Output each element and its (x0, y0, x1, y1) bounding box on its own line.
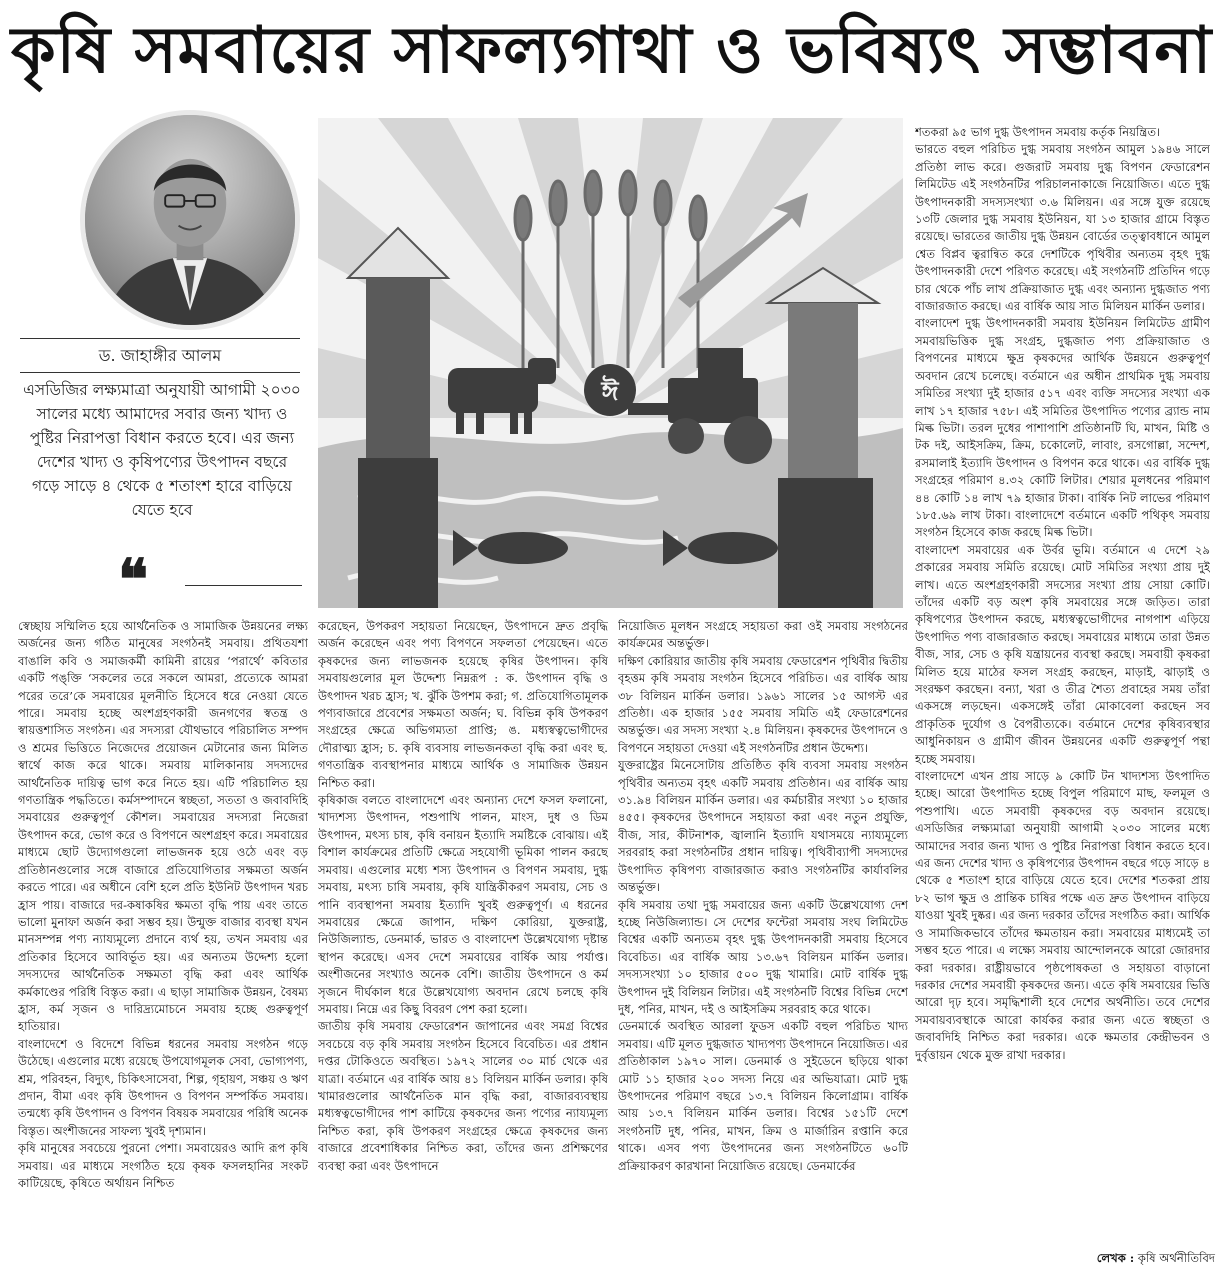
paragraph: কৃষি সমবায় তথা দুগ্ধ সমবায়ের জন্য একটি উল্লেখযোগ্য দেশ হচ্ছে নিউজিল্যান্ড। সে দেশের ফন্টেরা সমবায় সংঘ লিমিটেড বিশ্বের একটি অন্যতম বৃহৎ দুগ্ধ উৎপাদনকারী সমবায় হিসেবে বিবেচিত। এর বার্ষিক আয় ১৩.৬৭ বিলিয়ন মার্কিন ডলার। সদস্যসংখ্যা ১০ হাজার ৫০০ দুগ্ধ খামারি। মোট বার্ষিক দুগ্ধ উৎপাদন দুই বিলিয়ন লিটার। এই সংগঠনটি বিশ্বের বিভিন্ন দেশে দুধ, পনির, মাখন, দই ও আইসক্রিম সরবরাহ করে থাকে। (618, 897, 908, 1016)
headline: কৃষি সমবায়ের সাফল্যগাথা ও ভবিষ্যৎ সম্ভাবনা (10, 13, 1213, 88)
quote-icon: ❝ (118, 547, 149, 613)
farming-illustration (318, 118, 903, 608)
author-name: ড. জাহাঙ্গীর আলম (98, 345, 222, 365)
paragraph: কৃষিকাজ বলতে বাংলাদেশে এবং অন্যান্য দেশে ফসল ফলানো, খাদ্যশস্য উৎপাদন, পশুপাখি পালন, মাংস, দুধ ও ডিম উৎপাদন, মৎস্য চাষ, কৃষি বনায়ন ইত্যাদি সমষ্টিকে বোঝায়। এই বিশাল কার্যক্রমের প্রতিটি ক্ষেত্রে সহযোগী ভূমিকা পালন করছে সমবায়। এগুলোর মধ্যে শস্য উৎপাদন ও বিপণন সমবায়, দুগ্ধ সমবায়, মৎস্য চাষি সমবায়, কৃষি যান্ত্রিকীকরণ সমবায়, সেচ ও পানি ব্যবস্থাপনা সমবায় ইত্যাদি খুবই গুরুত্বপূর্ণ। এ ধরনের সমবায়ের ক্ষেত্রে জাপান, দক্ষিণ কোরিয়া, যুক্তরাষ্ট্র, নিউজিল্যান্ড, ডেনমার্ক, ভারত ও বাংলাদেশ উল্লেখযোগ্য দৃষ্টান্ত স্থাপন করেছে। এসব দেশে সমবায়ের বার্ষিক আয় পর্যাপ্ত। অংশীজনের সংখ্যাও অনেক বেশি। জাতীয় উৎপাদনে ও কর্ম সৃজনে দীর্ঘকাল ধরে উল্লেখযোগ্য অবদান রেখে চলছে কৃষি সমবায়। নিম্নে এর কিছু বিবরণ পেশ করা হলো। (318, 793, 608, 1016)
paragraph: বাংলাদেশ দুগ্ধ উৎপাদনকারী সমবায় ইউনিয়ন লিমিটেড গ্রামীণ সমবায়ভিত্তিক দুগ্ধ সংগ্রহ, দুগ্ধজাত পণ্য প্রক্রিয়াজাত ও বিপণনের মাধ্যমে ক্ষুদ্র কৃষকদের আর্থিক উন্নয়নে গুরুত্বপূর্ণ অবদান রেখে চলেছে। বর্তমানে এর অধীন প্রাথমিক দুগ্ধ সমবায় সমিতির সংখ্যা দুই হাজার ৫১৭ এবং ব্যক্তি সদস্যের সংখ্যা এক লাখ ১৭ হাজার ৭৫৮। এই সমিতির উৎপাদিত পণ্যের ব্র্যান্ড নাম মিল্ক ভিটা। তরল দুধের পাশাপাশি প্রতিষ্ঠানটি ঘি, মাখন, মিষ্টি ও টক দই, আইসক্রিম, ক্রিম, চকোলেট, লাবাং, রসগোল্লা, সন্দেশ, রসমালাই ইত্যাদি উৎপাদন ও বিপণন করে থাকে। এর বার্ষিক দুগ্ধ সংগ্রহের পরিমাণ ৪.৩২ কোটি লিটার। শেয়ার মূলধনের পরিমাণ ৪৪ কোটি ১৪ লাখ ৭৯ হাজার টাকা। বার্ষিক নিট লাভের পরিমাণ ১৮৫.৬৯ লাখ টাকা। বাংলাদেশে বর্তমানে একটি পথিকৃৎ সমবায় সংগঠন হিসেবে কাজ করছে মিল্ক ভিটা। (915, 316, 1210, 540)
paragraph: শতকরা ৯৫ ভাগ দুগ্ধ উৎপাদন সমবায় কর্তৃক নিয়ন্ত্রিত। (915, 125, 1161, 139)
article-column-1 (18, 618, 308, 1280)
author-portrait (80, 110, 300, 330)
article-column-4 (915, 124, 1210, 1254)
divider (20, 338, 300, 339)
divider (185, 585, 302, 586)
paragraph: নিয়োজিত মূলধন সংগ্রহে সহায়তা করা ওই সমবায় সংগঠনের কার্যক্রমের অন্তর্ভুক্ত। (618, 619, 908, 651)
paragraph: করেছেন, উপকরণ সহায়তা নিয়েছেন, উৎপাদনে দ্রুত প্রবৃদ্ধি অর্জন করেছেন এবং পণ্য বিপণনে সফলতা পেয়েছেন। এতে কৃষকদের জন্য লাভজনক হয়েছে কৃষির উৎপাদন। কৃষি সমবায়গুলোর মূল উদ্দেশ্য নিম্নরূপ : ক. উৎপাদন বৃদ্ধি ও উৎপাদন খরচ হ্রাস; খ. ঝুঁকি উপশম করা; গ. প্রতিযোগিতামূলক পণ্যবাজারে প্রবেশের সক্ষমতা অর্জন; ঘ. বিভিন্ন কৃষি উপকরণ সংগ্রহের ক্ষেত্রে অভিগম্যতা প্রাপ্তি; ঙ. মধ্যস্বত্বভোগীদের দৌরাত্ম্য হ্রাস; চ. কৃষি ব্যবসায় লাভজনকতা বৃদ্ধি করা এবং ছ. গণতান্ত্রিক ব্যবস্থাপনার মাধ্যমে আর্থিক ও সামাজিক উন্নয়ন নিশ্চিত করা। (318, 619, 608, 790)
byline-label: লেখক : (1096, 1251, 1135, 1265)
paragraph: বাংলাদেশে ও বিদেশে বিভিন্ন ধরনের সমবায় সংগঠন গড়ে উঠেছে। এগুলোর মধ্যে রয়েছে উপযোগমূলক সেবা, ভোগ্যপণ্য, শ্রম, পরিবহন, বিদ্যুৎ, চিকিৎসাসেবা, শিল্প, গৃহায়ণ, সঞ্চয় ও ঋণ প্রদান, বীমা এবং কৃষি উৎপাদন ও বিপণন সম্পর্কিত সমবায়। তন্মধ্যে কৃষি উৎপাদন ও বিপণন বিষয়ক সমবায়ের পরিধি অনেক বিস্তৃত। অংশীজনের সাফল্য খুবই দৃশ্যমান। (18, 1036, 308, 1138)
pull-quote: এসডিজির লক্ষ্যমাত্রা অনুযায়ী আগামী ২০৩০ সালের মধ্যে আমাদের সবার জন্য খাদ্য ও পুষ্টির নিরাপত্তা বিধান করতে হবে। এর জন্য দেশের খাদ্য ও কৃষিপণ্যের উৎপাদন বছরে গড়ে সাড়ে ৪ থেকে ৫ শতাংশ হারে বাড়িয়ে যেতে হবে (23, 381, 301, 519)
paragraph: বাংলাদেশে এখন প্রায় সাড়ে ৯ কোটি টন খাদ্যশস্য উৎপাদিত হচ্ছে। আরো উৎপাদিত হচ্ছে বিপুল পরিমাণে মাছ, ফলমূল ও পশুপাখি। এতে সমবায়ী কৃষকদের বড় অবদান রয়েছে। এসডিজির লক্ষ্যমাত্রা অনুযায়ী আগামী ২০৩০ সালের মধ্যে আমাদের সবার জন্য খাদ্য ও পুষ্টির নিরাপত্তা বিধান করতে হবে। এর জন্য দেশের খাদ্য ও কৃষিপণ্যের উৎপাদন বছরে গড়ে সাড়ে ৪ থেকে ৫ শতাংশ হারে বাড়িয়ে যেতে হবে। দেশের শতকরা প্রায় ৮২ ভাগ ক্ষুদ্র ও প্রান্তিক চাষির পক্ষে এত দ্রুত উৎপাদন বাড়িয়ে যাওয়া খুবই দুষ্কর। এর জন্য দরকার তাঁদের সংগঠিত করা। আর্থিক ও সামাজিকভাবে তাঁদের ক্ষমতায়ন করা। সমবায়ের মাধ্যমেই তা সম্ভব হতে পারে। এ লক্ষ্যে সমবায় আন্দোলনকে আরো জোরদার করা দরকার। রাষ্ট্রীয়ভাবে পৃষ্ঠপোষকতা ও সহায়তা বাড়ানো দরকার দেশের সমবায়ী কৃষকদের জন্য। এতে কৃষি সমবায়ের ভিত্তি আরো দৃঢ় হবে। সমৃদ্ধিশালী হবে দেশের অর্থনীতি। তবে দেশের সমবায়ব্যবস্থাকে আরো কার্যকর করার জন্য এতে স্বচ্ছতা ও জবাবদিহি নিশ্চিত করা দরকার। একে ক্ষমতার কেন্দ্রীভবন ও দুর্বৃত্তায়ন থেকে মুক্ত রাখা দরকার। (915, 769, 1210, 1062)
logo-glyph: ঈ (601, 377, 619, 407)
byline (1010, 1250, 1215, 1270)
paragraph: জাতীয় কৃষি সমবায় ফেডারেশন জাপানের এবং সমগ্র বিশ্বের সবচেয়ে বড় কৃষি সমবায় সংগঠন হিসেবে বিবেচিত। এর প্রধান দপ্তর টোকিওতে অবস্থিত। ১৯৭২ সালের ৩০ মার্চ থেকে এর যাত্রা। বর্তমানে এর বার্ষিক আয় ৪১ বিলিয়ন মার্কিন ডলার। কৃষি খামারগুলোর আর্থনৈতিক মান বৃদ্ধি করা, বাজারব্যবস্থায় মধ্যস্বত্বভোগীদের পাশ কাটিয়ে কৃষকদের জন্য পণ্যের ন্যায্যমূল্য নিশ্চিত করা, কৃষি উপকরণ সংগ্রহের ক্ষেত্রে কৃষকদের জন্য বাজারে প্রবেশাধিকার নিশ্চিত করা, তাঁদের জন্য প্রশিক্ষণের ব্যবস্থা করা এবং উৎপাদনে (318, 1019, 608, 1173)
paragraph: দক্ষিণ কোরিয়ার জাতীয় কৃষি সমবায় ফেডারেশন পৃথিবীর দ্বিতীয় বৃহত্তম কৃষি সমবায় সংগঠন হিসেবে পরিচিত। এর বার্ষিক আয় ৩৮ বিলিয়ন মার্কিন ডলার। ১৯৬১ সালের ১৫ আগস্ট এর প্রতিষ্ঠা। এক হাজার ১৫৫ সমবায় সমিতি এই ফেডারেশনের অন্তর্ভুক্ত। এর সদস্য সংখ্যা ২.৪ মিলিয়ন। কৃষকদের উৎপাদনে ও বিপণনে সহায়তা দেওয়া এই সংগঠনটির প্রধান উদ্দেশ্য। (618, 653, 908, 755)
paragraph: কৃষি মানুষের সবচেয়ে পুরনো পেশা। সমবায়েরও আদি রূপ কৃষি সমবায়। এর মাধ্যমে সংগঠিত হয়ে কৃষক ফসলহানির সংকট কাটিয়েছে, কৃষিতে অর্থায়ন নিশ্চিত (18, 1141, 308, 1190)
article-column-2 (318, 618, 608, 1280)
paragraph: স্বেচ্ছায় সম্মিলিত হয়ে আর্থনৈতিক ও সামাজিক উন্নয়নের লক্ষ্য অর্জনের জন্য গঠিত মানুষের সংগঠনই সমবায়। প্রথিতযশা বাঙালি কবি ও সমাজকর্মী কামিনী রায়ের ‘পরার্থে’ কবিতার একটি পঙ্‌ক্তি ‘সকলের তরে সকলে আমরা, প্রত্যেকে আমরা পরের তরে’কে সমবায়ের মূলনীতি হিসেবে ধরে নেওয়া যেতে পারে। সমবায় হচ্ছে অংশগ্রহণকারী জনগণের স্বতন্ত্র ও স্বায়ত্তশাসিত সংগঠন। এর সদস্যরা যৌথভাবে পরিচালিত সম্পদ ও শ্রমের ভিত্তিতে নিজেদের প্রয়োজন মেটানোর জন্য মিলিত স্বার্থে কাজ করে থাকে। সমবায় মালিকানায় সদস্যদের আর্থনৈতিক দায়িত্ব ভাগ করে নিতে হয়। এটি পরিচালিত হয় গণতান্ত্রিক পদ্ধতিতে। কর্মসম্পাদনে স্বচ্ছতা, সততা ও জবাবদিহি সমবায়ের গুরুত্বপূর্ণ কৌশল। সমবায়ের সদস্যরা নিজেরা উৎপাদন করে, ভোগ করে ও বিপণনে অংশগ্রহণ করে। সমবায়ের মাধ্যমে ছোট উদ্যোগগুলো লাভজনক হয়ে ওঠে এবং বড় প্রতিষ্ঠানগুলোর সঙ্গে বাজারে প্রতিযোগিতার সক্ষমতা অর্জন করতে পারে। এর অধীনে বেশি হলে প্রতি ইউনিট উৎপাদন খরচ হ্রাস পায়। বাজারে দর-কষাকষির ক্ষমতা বৃদ্ধি পায় এবং তাতে ভালো মুনাফা অর্জন করা সম্ভব হয়। উন্মুক্ত বাজার ব্যবস্থা যখন মানসম্পন্ন পণ্য ন্যায্যমূল্যে প্রদানে ব্যর্থ হয়, তখন সমবায় এর প্রতিকার হিসেবে আবির্ভূত হয়। এর অন্যতম উদ্দেশ্য হলো সদস্যদের আর্থনৈতিক সক্ষমতা বৃদ্ধি করা এবং আর্থিক কর্মকাণ্ডের পরিধি বিস্তৃত করা। এ ছাড়া সামাজিক উন্নয়ন, বৈষম্য হ্রাস, কর্ম সৃজন ও দারিদ্র্যমোচনে সমবায় হচ্ছে গুরুত্বপূর্ণ হাতিয়ার। (18, 619, 308, 1034)
divider (20, 372, 300, 373)
farming-cooperative-icon (318, 118, 903, 608)
paragraph: যুক্তরাষ্ট্রের মিনেসোটায় প্রতিষ্ঠিত কৃষি ব্যবসা সমবায় সংগঠন পৃথিবীর অন্যতম বৃহৎ একটি সমবায় প্রতিষ্ঠান। এর বার্ষিক আয় ৩১.৯৪ বিলিয়ন মার্কিন ডলার। এর কর্মচারীর সংখ্যা ১০ হাজার ৪৫৫। কৃষকদের উৎপাদনে সহায়তা করা এবং নতুন প্রযুক্তি, বীজ, সার, কীটনাশক, জ্বালানি ইত্যাদি যথাসময়ে ন্যায্যমূল্যে সরবরাহ করা সংগঠনটির প্রধান দায়িত্ব। পৃথিবীব্যাপী সদস্যদের উৎপাদিত কৃষিপণ্য বাজারজাত করাও সংগঠনটির কার্যাবলির অন্তর্ভুক্ত। (618, 758, 908, 895)
paragraph: ডেনমার্কে অবস্থিত আরলা ফুডস একটি বহুল পরিচিত খাদ্য সমবায়। এটি মূলত দুগ্ধজাত খাদ্যপণ্য উৎপাদনে নিয়োজিত। এর প্রতিষ্ঠাকাল ১৯৭০ সাল। ডেনমার্ক ও সুইডেনে ছড়িয়ে থাকা মোট ১১ হাজার ২০০ সদস্য নিয়ে এর অভিযাত্রা। মোট দুগ্ধ উৎপাদনের পরিমাণ বছরে ১৩.৭ বিলিয়ন কিলোগ্রাম। বার্ষিক আয় ১৩.৭ বিলিয়ন মার্কিন ডলার। বিশ্বের ১৫১টি দেশে সংগঠনটি দুধ, পনির, মাখন, ক্রিম ও মার্জারিন রপ্তানি করে থাকে। এসব পণ্য উৎপাদনের জন্য সংগঠনটিতে ৬০টি প্রক্রিয়াকরণ কারখানা নিয়োজিত রয়েছে। ডেনমার্কের (618, 1019, 908, 1173)
byline-value: কৃষি অর্থনীতিবিদ (1137, 1251, 1215, 1265)
paragraph: বাংলাদেশ সমবায়ের এক উর্বর ভূমি। বর্তমানে এ দেশে ২৯ প্রকারের সমবায় সমিতি রয়েছে। মোট সমিতির সংখ্যা প্রায় দুই লাখ। এতে অংশগ্রহণকারী সদস্যের সংখ্যা প্রায় সোয়া কোটি। তাঁদের একটি বড় অংশ কৃষি সমবায়ের সঙ্গে জড়িত। তারা কৃষিপণ্যের উৎপাদন করছে, মধ্যস্বত্বভোগীদের নাগপাশ এড়িয়ে উৎপাদিত পণ্য বাজারজাত করছে। সমবায়ের মাধ্যমে তারা উন্নত বীজ, সার, সেচ ও কৃষি যন্ত্রায়নের ব্যবস্থা করছে। সমবায়ী কৃষকরা মিলিত হয়ে মাঠের ফসল সংগ্রহ করছেন, মাড়াই, ঝাড়াই ও সংরক্ষণ করছেন। বন্যা, খরা ও তীব্র শৈত্য প্রবাহের সময় তাঁরা একসঙ্গে লড়ছেন। একসঙ্গেই তাঁরা মোকাবেলা করছেন সব প্রাকৃতিক দুর্যোগ ও বৈপরীত্যকে। বর্তমানে দেশের কৃষিব্যবস্থার আধুনিকায়ন ও গ্রামীণ জীবন উন্নয়নের একটি গুরুত্বপূর্ণ পন্থা হচ্ছে সমবায়। (915, 542, 1210, 766)
portrait-image (85, 115, 295, 325)
paragraph: ভারতে বহুল পরিচিত দুগ্ধ সমবায় সংগঠন আমুল ১৯৪৬ সালে প্রতিষ্ঠা লাভ করে। গুজরাট সমবায় দুগ্ধ বিপণন ফেডারেশন লিমিটেড এই সংগঠনটির পরিচালনাকাজে নিয়োজিত। এতে দুগ্ধ উৎপাদনকারী সদস্যসংখ্যা ৩.৬ মিলিয়ন। এর সঙ্গে যুক্ত রয়েছে ১৩টি জেলার দুগ্ধ সমবায় ইউনিয়ন, যা ১৩ হাজার গ্রামে বিস্তৃত রয়েছে। ভারতের জাতীয় দুগ্ধ উন্নয়ন বোর্ডের তত্ত্বাবধানে আমুল শ্বেত বিপ্লব ত্বরান্বিত করে দেশটিকে পৃথিবীর অন্যতম বৃহৎ দুগ্ধ উৎপাদনকারী দেশে পরিণত করেছে। এই সংগঠনটি প্রতিদিন গড়ে চার থেকে পাঁচ লাখ প্রক্রিয়াজাত দুগ্ধ এবং অন্যান্য দুগ্ধজাত পণ্য বাজারজাত করছে। এর বার্ষিক আয় সাত মিলিয়ন মার্কিন ডলার। (915, 142, 1210, 314)
article-column-3 (618, 618, 908, 1280)
